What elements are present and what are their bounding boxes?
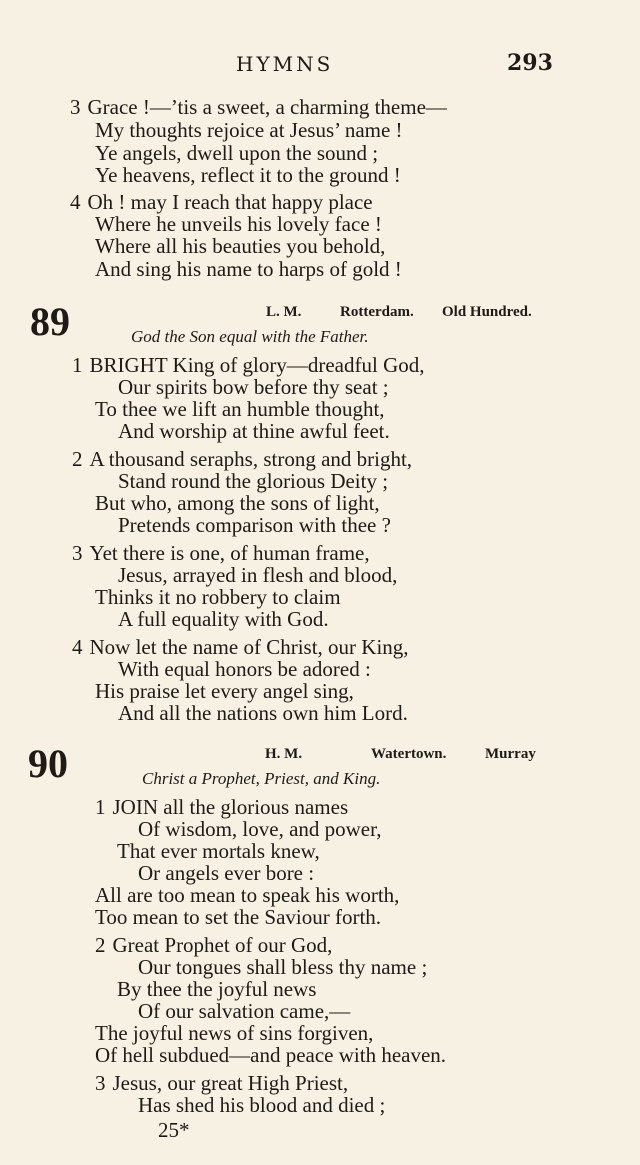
verse-number: 3: [72, 541, 83, 565]
verse-line: To thee we lift an humble thought,: [95, 397, 385, 421]
verse-line: My thoughts rejoice at Jesus’ name !: [95, 118, 403, 142]
verse-line: Or angels ever bore :: [138, 861, 315, 885]
verse-line: 2 Great Prophet of our God,: [95, 933, 333, 957]
hymn-number: 90: [28, 741, 68, 786]
verse-number: 3: [70, 95, 81, 119]
verse-line: Stand round the glorious Deity ;: [118, 469, 389, 493]
hymn-number: 89: [30, 299, 70, 344]
verse-line: Jesus, arrayed in flesh and blood,: [118, 563, 398, 587]
hymn-subtitle: Christ a Prophet, Priest, and King.: [142, 769, 381, 788]
hymn-meter: L. M.: [266, 304, 302, 320]
verse-line: Where all his beauties you behold,: [95, 234, 386, 258]
verse-line: And sing his name to harps of gold !: [95, 257, 402, 281]
verse-line: A full equality with God.: [118, 607, 329, 631]
verse-line: Our spirits bow before thy seat ;: [118, 375, 389, 399]
verse-line: 2 A thousand seraphs, strong and bright,: [72, 447, 413, 471]
verse-line: And all the nations own him Lord.: [118, 701, 408, 725]
verse-number: 2: [72, 447, 83, 471]
verse-line: Our tongues shall bless thy name ;: [138, 955, 428, 979]
running-head: HYMNS: [236, 52, 334, 76]
verse-number: 3: [95, 1071, 106, 1095]
verse-number: 4: [70, 190, 81, 214]
verse-number: 1: [72, 353, 83, 377]
verse-line: 3 Jesus, our great High Priest,: [95, 1071, 349, 1095]
hymn-meter: H. M.: [265, 746, 303, 762]
verse-line: All are too mean to speak his worth,: [95, 883, 400, 907]
verse-line: 3 Grace !—’tis a sweet, a charming theme—: [70, 95, 447, 119]
hymn-tune: Murray: [485, 746, 536, 762]
verse-line: Where he unveils his lovely face !: [95, 212, 382, 236]
page-number: 293: [507, 50, 553, 76]
verse-line: Has shed his blood and died ;: [138, 1093, 386, 1117]
verse-line: 1 JOIN all the glorious names: [95, 795, 349, 819]
verse-line: Too mean to set the Saviour forth.: [95, 905, 382, 929]
verse-line: Thinks it no robbery to claim: [95, 585, 341, 609]
verse-line: His praise let every angel sing,: [95, 679, 354, 703]
verse-line: Of hell subdued—and peace with heaven.: [95, 1043, 447, 1067]
hymn-tune: Rotterdam.: [340, 304, 414, 320]
verse-line: And worship at thine awful feet.: [118, 419, 390, 443]
verse-line: 1 BRIGHT King of glory—dreadful God,: [72, 353, 425, 377]
hymn-tune: Old Hundred.: [442, 304, 532, 320]
verse-number: 4: [72, 635, 83, 659]
verse-line: 4 Now let the name of Christ, our King,: [72, 635, 409, 659]
hymn-tune: Watertown.: [371, 746, 447, 762]
verse-line: The joyful news of sins forgiven,: [95, 1021, 374, 1045]
verse-line: Ye angels, dwell upon the sound ;: [95, 141, 379, 165]
verse-line: Pretends comparison with thee ?: [118, 513, 391, 537]
verse-line: 3 Yet there is one, of human frame,: [72, 541, 370, 565]
verse-line: Of our salvation came,—: [138, 999, 351, 1023]
signature-mark: 25*: [158, 1118, 190, 1142]
verse-line: But who, among the sons of light,: [95, 491, 380, 515]
verse-number: 2: [95, 933, 106, 957]
verse-line: By thee the joyful news: [117, 977, 317, 1001]
verse-line: Of wisdom, love, and power,: [138, 817, 382, 841]
verse-line: That ever mortals knew,: [117, 839, 320, 863]
verse-line: Ye heavens, reflect it to the ground !: [95, 163, 401, 187]
hymn-subtitle: God the Son equal with the Father.: [131, 327, 369, 346]
verse-line: 4 Oh ! may I reach that happy place: [70, 190, 373, 214]
verse-line: With equal honors be adored :: [118, 657, 371, 681]
verse-number: 1: [95, 795, 106, 819]
